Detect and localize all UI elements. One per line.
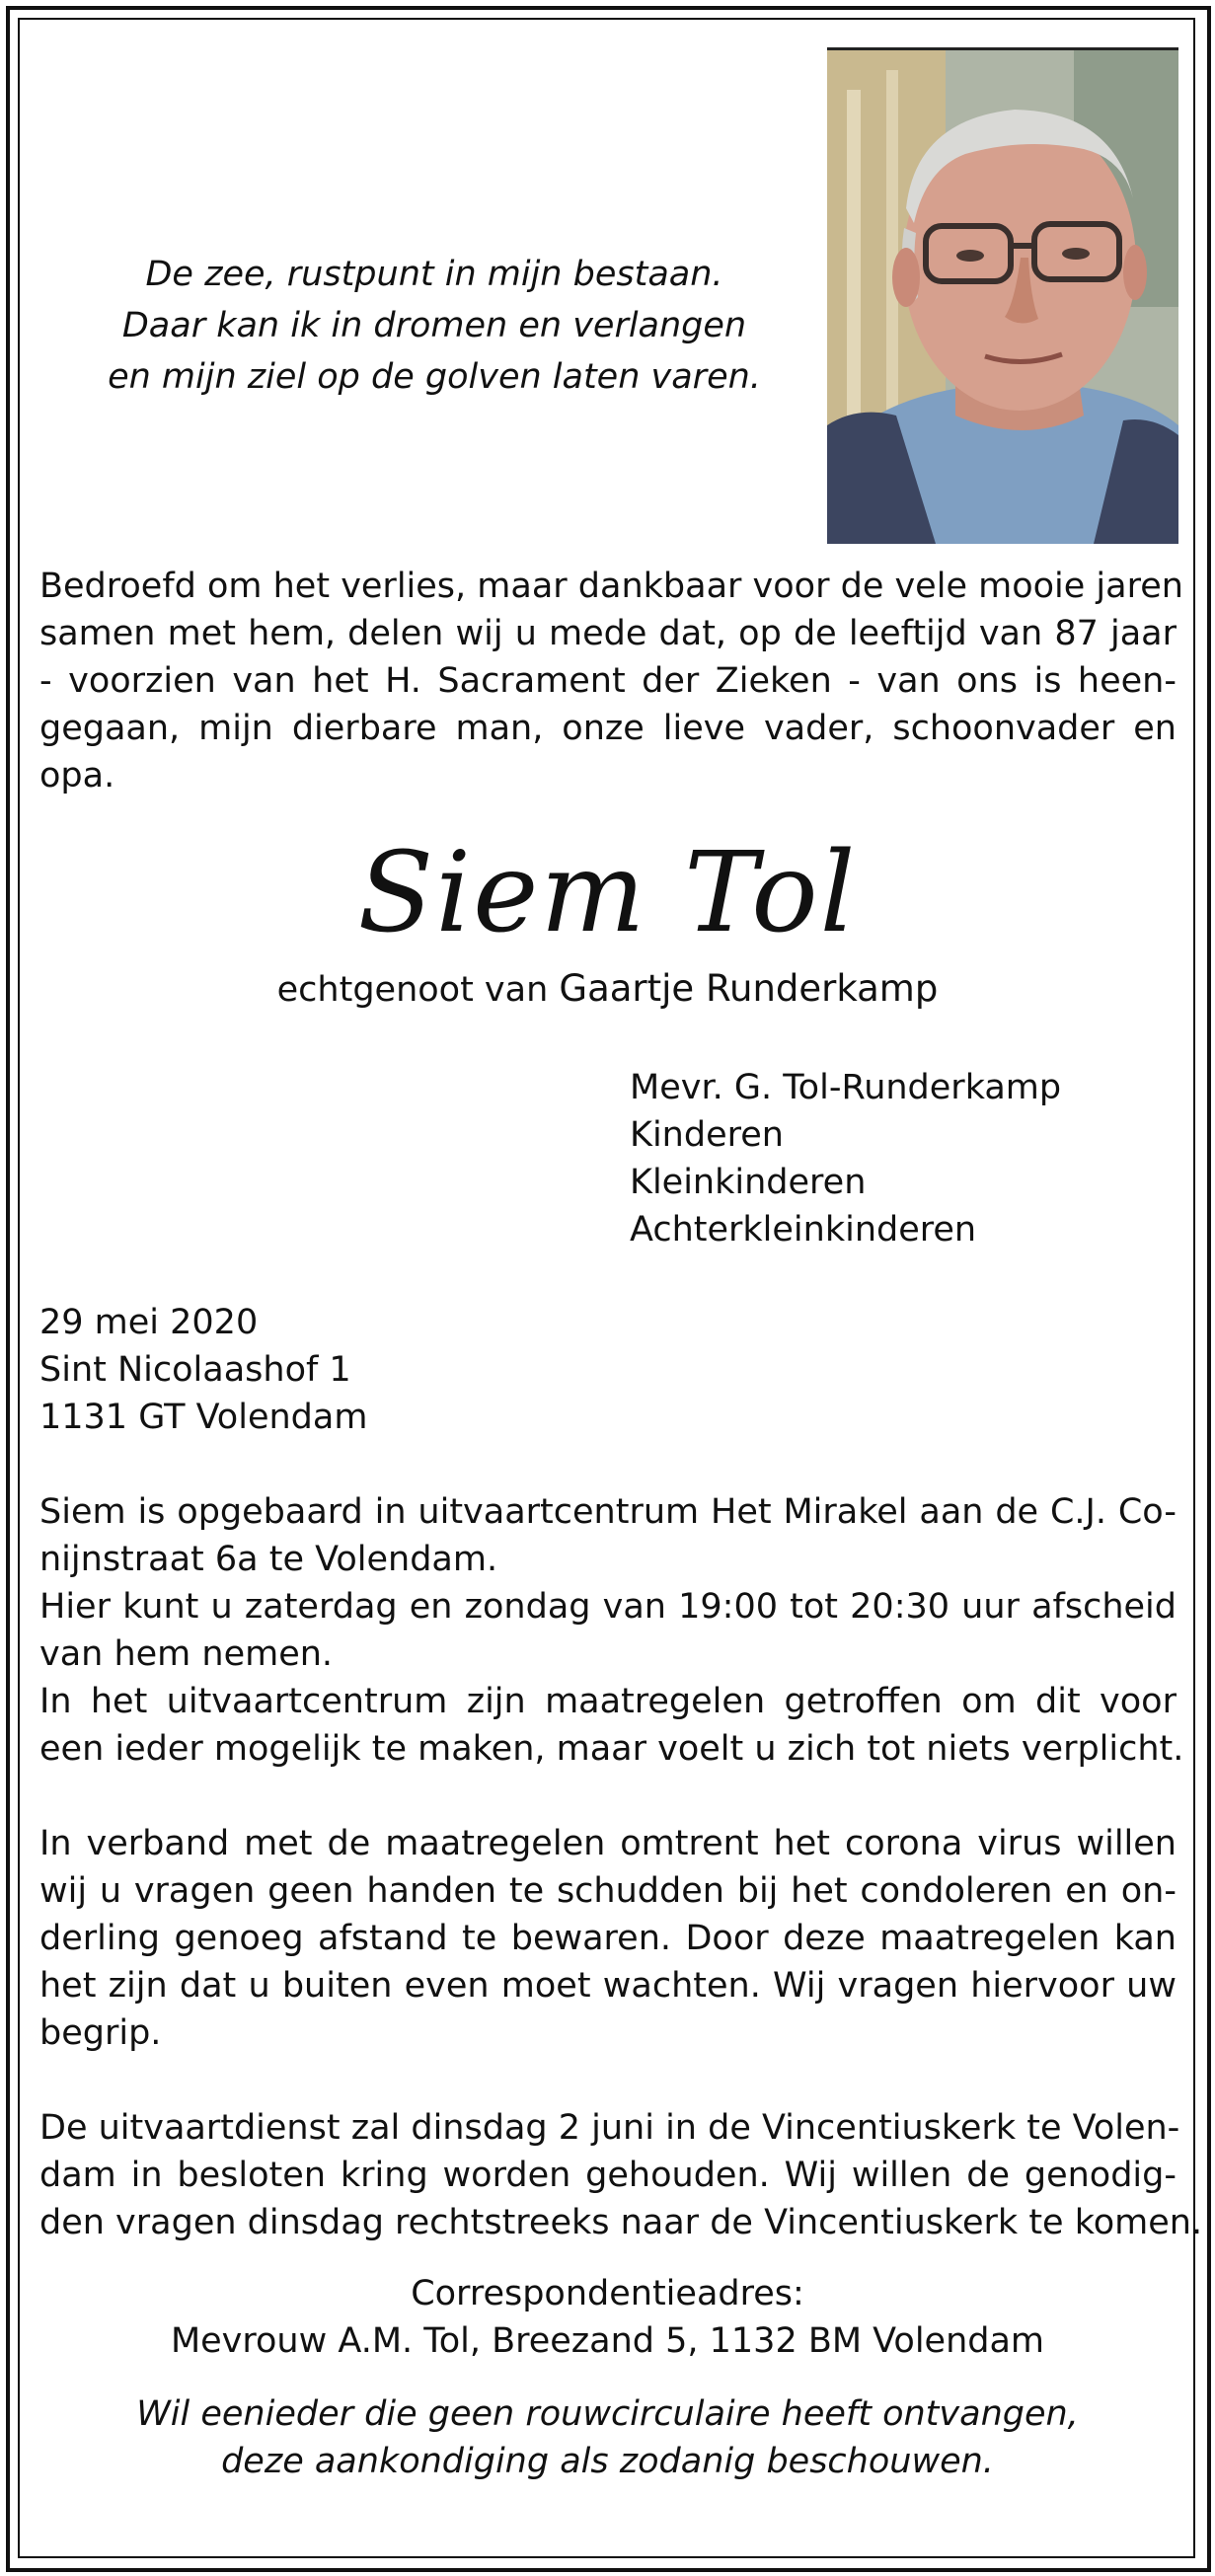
text-line: In verband met de maatregelen omtrent het corona virus willen [39,1824,1177,1863]
postal-city: 1131 GT Volendam [39,1398,368,1437]
deceased-name: Siem Tol [357,829,858,957]
closing-line: Wil eenieder die geen rouwcirculaire heeft ontvangen, [136,2394,1079,2434]
closing-note [0,2390,1215,2485]
text-line: Hier kunt u zaterdag en zondag van 19:00 tot 20:30 uur afscheid [39,1587,1177,1627]
text-line: Siem is opgebaard in uitvaartcentrum Het Mirakel aan de C.J. Co- [39,1492,1177,1532]
text-line: het zijn dat u buiten even moet wachten. Wij vragen hiervoor uw [39,1966,1177,2006]
text-line: wij u vragen geen handen te schudden bij het condoleren en on- [39,1871,1177,1911]
correspondence-label: Correspondentieadres: [411,2274,804,2313]
text-line: gegaan, mijn dierbare man, onze lieve vader, schoonvader en [39,709,1177,748]
date: 29 mei 2020 [39,1303,259,1342]
poem-line: en mijn ziel op de golven laten varen. [108,357,761,397]
correspondence [0,2270,1215,2365]
poem [59,249,809,403]
intro-paragraph [39,563,1183,799]
text-line: nijnstraat 6a te Volendam. [39,1540,498,1579]
corona-paragraph [39,1820,1177,2057]
text-line: begrip. [39,2013,162,2053]
street: Sint Nicolaashof 1 [39,1350,351,1390]
text-line: een ieder mogelijk te maken, maar voelt u zich tot niets verplicht. [39,1729,1184,1769]
text-line: derling genoeg afstand te bewaren. Door deze maatregelen kan [39,1919,1177,1958]
correspondence-address: Mevrouw A.M. Tol, Breezand 5, 1132 BM Volendam [170,2321,1045,2361]
text-line: opa. [39,756,115,796]
family-member: Kleinkinderen [630,1163,867,1202]
family-member: Achterkleinkinderen [630,1210,977,1250]
spouse-line [0,965,1215,1014]
text-line: De uitvaartdienst zal dinsdag 2 juni in de Vincentiuskerk te Volen- [39,2108,1180,2148]
text-line: samen met hem, delen wij u mede dat, op de leeftijd van 87 jaar [39,614,1177,653]
text-line: den vragen dinsdag rechtstreeks naar de Vincentiuskerk te komen. [39,2203,1203,2242]
poem-line: De zee, rustpunt in mijn bestaan. [145,255,723,294]
closing-line: deze aankondiging als zodanig beschouwen. [221,2442,994,2481]
text-line: van hem nemen. [39,1634,334,1674]
date-address [39,1299,367,1441]
spouse-prefix: echtgenoot van [276,970,560,1010]
family-member: Mevr. G. Tol-Runderkamp [630,1068,1062,1107]
viewing-paragraph [39,1488,1184,1773]
text-line: Bedroefd om het verlies, maar dankbaar voor de vele mooie jaren [39,567,1183,606]
text-line: - voorzien van het H. Sacrament der Zieken - van ons is heen- [39,661,1177,701]
text-line: dam in besloten kring worden gehouden. Wij willen de genodig- [39,2156,1177,2195]
family-member: Kinderen [630,1115,784,1155]
family-list [630,1064,1061,1253]
text-line: In het uitvaartcentrum zijn maatregelen getroffen om dit voor [39,1682,1177,1721]
poem-line: Daar kan ik in dromen en verlangen [121,306,747,345]
service-paragraph [39,2104,1203,2246]
spouse-name: Gaartje Runderkamp [559,967,939,1010]
portrait-photo [827,47,1178,544]
